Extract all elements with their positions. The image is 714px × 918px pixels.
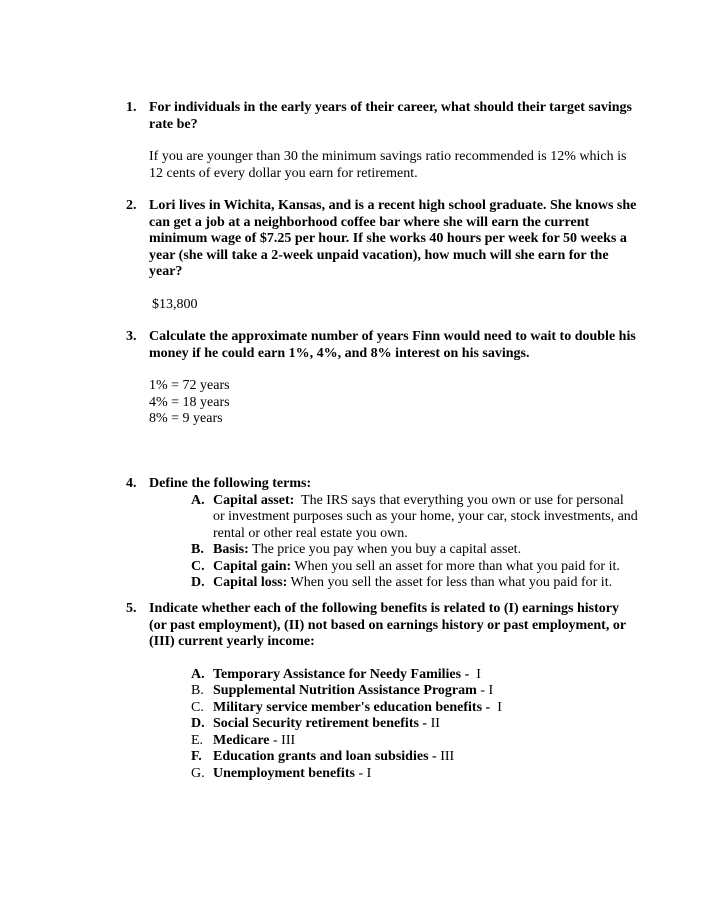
list-item: [191, 716, 638, 733]
list-item: [191, 667, 638, 684]
list-item: [191, 733, 638, 750]
question-text: Indicate whether each of the following benefits is related to (I) earnings history (or past employment), (II) not based on earnings history or past employment, or (III) current yearly income:: [149, 601, 626, 649]
question-text: For individuals in the early years of their career, what should their target savings rate be?: [149, 100, 632, 132]
answer-text: If you are younger than 30 the minimum savings ratio recommended is 12% which is 12 cents of every dollar you earn for retirement.: [149, 149, 627, 181]
list-item: [191, 575, 638, 592]
list-letter: G.: [191, 765, 205, 781]
list-item: [191, 559, 638, 576]
benefit-list: [191, 667, 638, 783]
benefit-label: Education grants and loan subsidies -: [213, 749, 437, 764]
benefit-label: Medicare: [213, 732, 270, 748]
benefit-category: I: [469, 666, 481, 682]
answer-line: 8% = 9 years: [149, 411, 223, 426]
question-number: 4.: [126, 476, 137, 491]
list-item: [191, 766, 638, 783]
question-3: [126, 329, 638, 428]
term-definition: When you sell an asset for more than what you paid for it.: [291, 558, 620, 574]
benefit-label: Temporary Assistance for Needy Families -: [213, 666, 470, 682]
benefit-label: Social Security retirement benefits -: [213, 716, 428, 731]
benefit-category: III: [436, 749, 455, 764]
list-letter: B.: [191, 542, 204, 557]
question-text: Define the following terms:: [149, 476, 312, 491]
question-number: 1.: [126, 100, 137, 115]
list-letter: B.: [191, 683, 204, 698]
benefit-category: - I: [476, 683, 494, 698]
benefit-category: I: [490, 699, 502, 715]
term-label: Basis:: [213, 542, 249, 557]
question-2: [126, 198, 638, 313]
question-text: Lori lives in Wichita, Kansas, and is a recent high school graduate. She knows she can get a job at a neighborhood coffee bar where she will earn the current minimum wage of $7.25 per hour. If she works 40 hours per week for 50 weeks a year (she will take a 2-week unpaid vacation), how much will she earn for the year?: [149, 198, 637, 279]
list-item: [191, 542, 638, 559]
term-label: Capital asset:: [213, 492, 295, 508]
answer-line: 4% = 18 years: [149, 394, 230, 410]
list-item: [191, 492, 642, 543]
term-definition: The price you pay when you buy a capital asset.: [248, 542, 522, 557]
benefit-label: Supplemental Nutrition Assistance Program: [213, 683, 477, 698]
list-letter: E.: [191, 732, 204, 748]
term-label: Capital gain:: [213, 558, 292, 574]
answer-text: $13,800: [152, 296, 198, 312]
list-letter: D.: [191, 716, 205, 731]
question-text: Calculate the approximate number of years Finn would need to wait to double his money if he could earn 1%, 4%, and 8% interest on his savings.: [149, 329, 636, 361]
term-label: Capital loss:: [213, 575, 288, 590]
term-definition: When you sell the asset for less than what you paid for it.: [287, 575, 613, 590]
question-number: 2.: [126, 198, 137, 213]
list-letter: D.: [191, 575, 205, 590]
list-letter: A.: [191, 666, 205, 682]
benefit-category: - III: [269, 732, 296, 748]
question-number: 3.: [126, 329, 137, 344]
list-letter: F.: [191, 749, 202, 764]
list-item: [191, 749, 638, 766]
list-item: [191, 683, 638, 700]
question-1: [126, 100, 638, 182]
benefit-label: Military service member's education benefits -: [213, 699, 491, 715]
term-list: [191, 492, 642, 592]
list-letter: A.: [191, 492, 205, 508]
list-letter: C.: [191, 558, 205, 574]
list-letter: C.: [191, 699, 204, 715]
answer-line: 1% = 72 years: [149, 378, 230, 393]
term-definition: The IRS says that everything you own or use for personal or investment purposes such as your home, your car, stock investments, and rental or other real estate you own.: [213, 492, 642, 541]
question-4: [126, 476, 642, 592]
question-number: 5.: [126, 601, 137, 616]
benefit-category: II: [427, 716, 440, 731]
list-item: [191, 700, 638, 717]
question-5: [126, 601, 638, 782]
benefit-category: - I: [354, 765, 372, 781]
benefit-label: Unemployment benefits: [213, 765, 355, 781]
